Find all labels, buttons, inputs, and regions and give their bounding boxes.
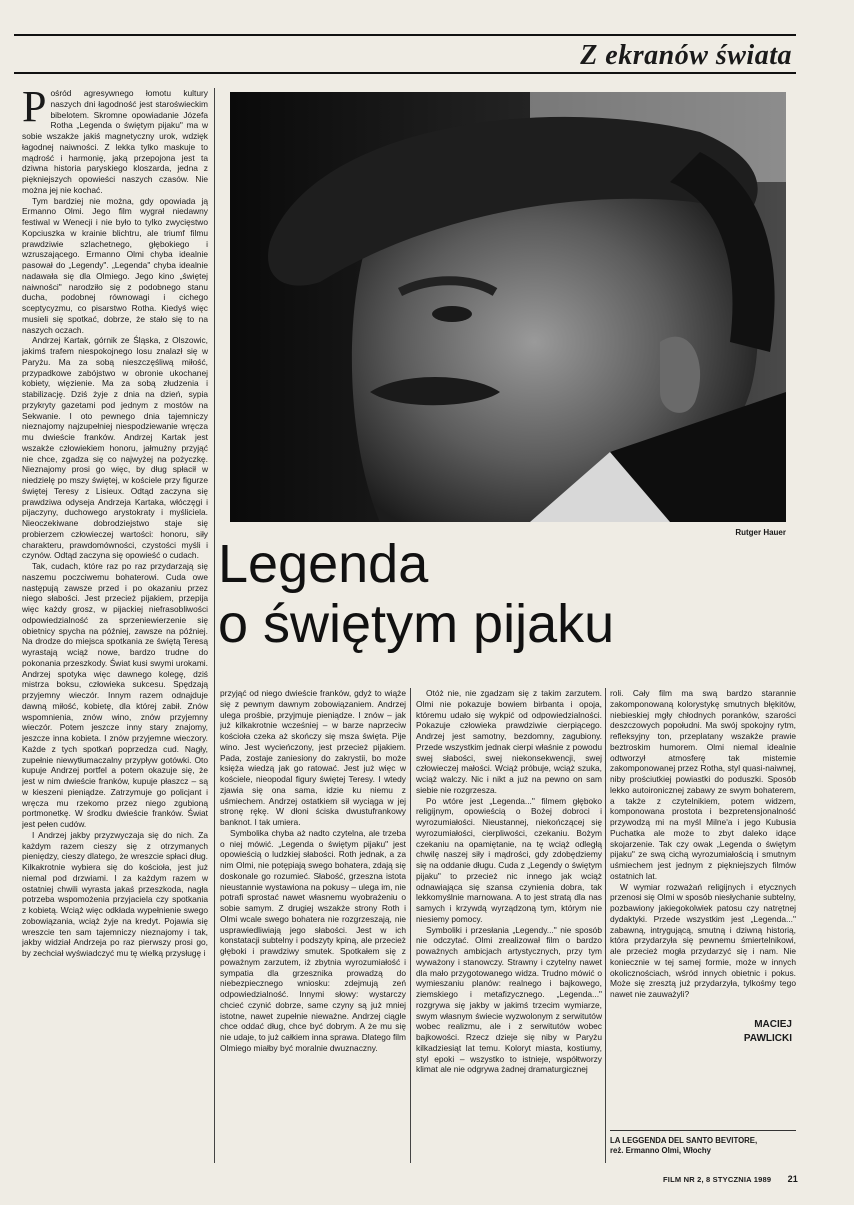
page-footer <box>663 1174 798 1184</box>
article-column-2 <box>220 688 406 1163</box>
article-column-3 <box>416 688 602 1163</box>
paragraph: Symbolika chyba aż nadto czytelna, ale trzeba o niej mówić. „Legenda o świętym pijaku" jest opowieścią o ludzkiej słabości. Roth jednak, a za nim Olmi, nie potępiają swego bohatera, zdają się doskonale go rozumieć. Słabość, grzeszna istota nieustannie wystawiona na pokusy – ulega im, nie potrafi sprostać nawet własnemu wyobrażeniu o sobie samym. Z drugiej wszakże strony Roth i Olmi wcale swego bohatera nie rozgrzeszają, nie usprawiedliwiają jego słabości. Jest w ich konstatacji subtelny i podszyty kpiną, ale przecież głęboki i prawdziwy smutek. Spotkałem się z poważnym zarzutem, iż zbytnia wyrozumiałość i sympatia dla grzesznika prowadzą do niebezpiecznego wniosku: zdejmują zeń odpowiedzialność. Innymi słowy: wystarczy chcieć czynić dobrze, same czyny są już mniej istotne, nawet zupełnie nieważne. Andrzej ciągle chce oddać dług, chce być dobrym. A że mu się nie udaje, to już całkiem inna sprawa. Dlatego film Olmiego miałby być moralnie dwuznaczny. <box>220 827 406 1053</box>
title-line-2: o świętym pijaku <box>218 594 615 654</box>
paragraph: W wymiar rozważań religijnych i etycznych przenosi się Olmi w sposób niesłychanie subtelny, pozbawiony jakiegokolwiek patosu czy natrętnej dydaktyki. Przede wszystkim jest „Legenda..." zabawną, intrygującą, smutną i dziwną historią, która przydarzyła się pewnemu śmiertelnikowi, ale przecież mogła przydarzyć się i nam. Nie koniecznie w tej samej formie, może w innych okolicznościach, wśród innych obietnic i pokus. Może się zresztą już przydarzyła, tylkośmy tego nawet nie zauważyli? <box>610 881 796 999</box>
credits-title: LA LEGGENDA DEL SANTO BEVITORE, <box>610 1136 758 1145</box>
column-separator <box>410 688 411 1163</box>
credits-director: reż. Ermanno Olmi, Włochy <box>610 1146 711 1155</box>
dropcap: P <box>22 88 47 131</box>
paragraph: Andrzej Kartak, górnik ze Śląska, z Olszowic, jakimś trafem niespokojnego losu znalazł się w Paryżu. Ma za sobą nieszczęśliwą miłość, przypadkowe zabójstwo w obronie ukochanej kobiety, więzienie. Ma za sobą złudzenia i stabilizację. Dziś żyje z dnia na dzień, sypia przykryty gazetami pod jednym z mostów na Sekwanie. I oto pewnego dnia tajemniczy nieznajomy najzupełniej niespodziewanie wręcza mu dwieście franków. Andrzej Kartak jest wszakże człowiekiem honoru, jałmużny przyjąć nie chce, zgadza się co najwyżej na pożyczkę. Nieznajomy prosi go więc, by dług spłacił w niedzielę po mszy świętej, w kościele przy figurze świętej Teresy z Lisieux. Odtąd zaczyna się prawdziwa odyseja Andrzeja Kartaka, włóczęgi i pijaczyny, duchowego arystokraty i myśliciela. Nieoczekiwane dobrodziejstwo staje się probierzem człowieczej wartości: honoru, siły charakteru, prawdomówności, czystości myśli i czynów. Odtąd zaczyna się opowieść o cudach. <box>22 335 208 561</box>
paragraph: Po wtóre jest „Legenda..." filmem głęboko religijnym, opowieścią o Bożej dobroci i wyrozumiałości. Nieustannej, niekończącej się wyrozumiałości, cierpliwości, czekaniu. Bożym czekaniu na opamiętanie, na tę wciąż odległą chwilę naszej siły i mądrości, gdy zdobędziemy się na oddanie długu. Cuda z „Legendy o świętym pijaku" to przecież nic innego jak wciąż odnawiająca się szansa czynienia dobra, tak lekkomyślnie marnowana. A to jest stratą dla nas samych i krzywdą wyrządzoną tym, którym nie niesiemy pomocy. <box>416 795 602 924</box>
section-title: Z ekranów świata <box>580 40 792 71</box>
column-separator <box>214 88 215 1163</box>
paragraph: Tak, cudach, które raz po raz przydarzają się naszemu poczciwemu bohaterowi. Cuda owe następują zawsze przed i po okazaniu przez niego słabości. Jest przecież pijakiem, przepija więc każdy grosz, w pijackiej niefrasobliwości odpowiedzialność za sprzeniewierzenie się obietnicy spycha na później, zawsze na później. Na drodze do miejsca spotkania ze świętą Teresą wyrastają wciąż nowe, bardzo trudne do pokonania przeszkody. Świat kusi swymi urokami. Andrzej spotyka więc dawnego kolegę, dziś mistrza boksu, człowieka sukcesu. Spędzają przyjemny wieczór. Innym razem odnajduje dawną miłość, kobietę, dla której zabił. Znów wspomnienia, znów wino, znów przyjemny wieczór. Potem jeszcze inny stary znajomy, jeszcze inna kobieta. I znów przyjemne wieczory. Każde z tych spotkań poprzedza cud. Nagły, zupełnie niewytłumaczalny przypływ gotówki. Oto kupuje Andrzej portfel a potem okazuje się, że jest w nim dwieście franków, kupuje płaszcz – są w kieszeni pieniądze. Zatrzymuje go policjant i wręcza mu rzekomo przez niego zgubioną portmonetkę. W środku dwieście franków. Świat jest pełen cudów. <box>22 561 208 829</box>
portrait-illustration <box>230 92 786 522</box>
column-separator <box>605 688 606 1163</box>
author-first-name: MACIEJ <box>754 1019 792 1030</box>
paragraph: I Andrzej jakby przyzwyczaja się do nich. Za każdym razem cieszy się z otrzymanych pieniędzy, cieszy dlatego, że wreszcie spłaci dług. Kilkakrotnie wybiera się do kościoła, jest już niemal pod drzwiami. I za każdym razem w ostatniej chwili wyrasta jakaś przeszkoda, nagła potrzeba wspomożenia przyjaciela czy spotkania z kobietą. Wciąż więc odkłada wypełnienie swego zobowiązania, wciąż żyje na kredyt. Pojawia się wreszcie ten sam tajemniczy nieznajomy i tak, jakby widział Andrzeja po raz pierwszy prosi go, by zechciał wyświadczyć mu tę wielką przysługę i <box>22 829 208 958</box>
article-column-1 <box>22 88 208 1163</box>
article-title <box>218 534 614 654</box>
paragraph: Otóż nie, nie zgadzam się z takim zarzutem. Olmi nie pokazuje bowiem birbanta i opoja, któremu udało się wykpić od odpowiedzialności. Pokazuje człowieka prawdziwie cierpiącego. Andrzej jest samotny, bezdomny, zagubiony. Przede wszystkim jednak cierpi właśnie z powodu swej słabości, swej niekonsekwencji, swej człowieczej małości. Wciąż próbuje, wciąż szuka, wciąż walczy. Nic i nikt a już na pewno on sam siebie nie rozgrzesza. <box>416 688 602 795</box>
film-credits <box>610 1136 800 1156</box>
author-last-name: PAWLICKI <box>743 1033 792 1044</box>
photo-caption: Rutger Hauer <box>735 528 786 537</box>
issue-info: FILM NR 2, 8 STYCZNIA 1989 <box>663 1175 772 1184</box>
lead-paragraph: Pośród agresywnego łomotu kultury naszych dni łagodność jest staroświeckim bibelotem. Skromne opowiadanie Józefa Rotha „Legenda o świętym pijaku" ma w sobie wszakże jakiś magnetyczny urok, wdzięk łagodnej naiwności. Z lekka tylko maskuje to mądrość i harmonię, jaką przepojona jest ta dziwna historia paryskiego kloszarda, jedna z piękniejszych opowieści naszych czasów. Nie można jej nie kochać. <box>22 88 208 195</box>
paragraph: roli. Cały film ma swą bardzo starannie zakomponowaną kolorystykę smutnych błękitów, niebieskiej mgły chłodnych poranków, szarości deszczowych popołudni. Ma swój spokojny rytm, refleksyjny ton, przeplatany wszakże prawie beztroskim humorem. Olmi niemal idealnie odtworzył atmosferę tak mistemie zakomponowanej przez Rotha, styl quasi-naiwnej, niby prościutkiej powiastki do poduszki. Sposób lekko autoironicznej zabawy ze swym bohaterem, a także z czytelnikiem, potem widzem, komponowana prostota i bezpretensjonalność przywodzą mi na myśl Milne'a i jego Kubusia Puchatka ale może to zbyt daleko idące skojarzenie. Tak czy owak „Legenda o świętym pijaku" ze swą cichą wyrozumiałością i smutnym uśmiechem jest jednym z piękniejszych filmów ostatnich lat. <box>610 688 796 881</box>
paragraph: przyjąć od niego dwieście franków, gdyż to wiąże się z pewnym dawnym zobowiązaniem. Andrzej ulega prośbie, przyjmuje pieniądze. I znów – jak już kilkakrotnie wcześniej – w barze naprzeciw kościoła czeka aż skończy się msza święta. Pije wino. Jest wycieńczony, jest przecież pijakiem. Pada, zostaje zaniesiony do zakrystii, bo może księża wiedzą jak go ratować. Jest już więc w kościele, nieopodal figury świętej Teresy. I wtedy zjawia się ona sama, idzie ku niemu z uśmiechem. Andrzej ostatkiem sił wyciąga w jej stronę rękę. W dłoni ściska dwustufrankowy banknot. I tak umiera. <box>220 688 406 827</box>
paragraph: Tym bardziej nie można, gdy opowiada ją Ermanno Olmi. Jego film wygrał niedawny festiwal w Wenecji i nie było to tylko zwycięstwo Kopciuszka w krainie blichtru, ale triumf filmu prawdziwie szlachetnego, głębokiego i wzruszającego. Ermanno Olmi chyba idealnie pasował do „Legendy". „Legenda" chyba idealnie nadawała się dla Olmiego. Jego kino „świętej naiwności" narodziło się z podobnego stanu ducha, podobnej równowagi i cichego sceptycyzmu, co pisarstwo Rotha. Kiedyś więc musieli się spotkać, dobrze, że stało się to na naszych oczach. <box>22 195 208 335</box>
credits-rule <box>610 1130 796 1131</box>
paragraph: Symboliki i przesłania „Legendy..." nie sposób nie odczytać. Olmi zrealizował film o bardzo poważnych ambicjach artystycznych, przy tym wyważony i stanowczy. Strawny i czytelny nawet dla mało przygotowanego widza. Trudno mówić o wymieszaniu planów: realnego i bajkowego, ziemskiego i metafizycznego. „Legenda..." rozgrywa się jakby w jakimś trzecim wymiarze, swym własnym świecie wyzwolonym z serwitutów wobec realizmu, ale i z serwitutów wobec bajkowości. Rzecz dzieje się niby w Paryżu kilkadziesiąt lat temu. Koloryt miasta, kostiumy, styl epoki – wszystko to istnieje, współtworzy klimat ale nie odgrywa żadnej dramaturgicznej <box>416 924 602 1075</box>
actor-portrait-photo <box>230 92 786 522</box>
header-rule <box>14 72 796 74</box>
top-rule <box>14 34 796 36</box>
page-number: 21 <box>787 1174 798 1184</box>
article-column-4 <box>610 688 796 1013</box>
author-byline <box>700 1018 792 1046</box>
title-line-1: Legenda <box>218 534 429 594</box>
